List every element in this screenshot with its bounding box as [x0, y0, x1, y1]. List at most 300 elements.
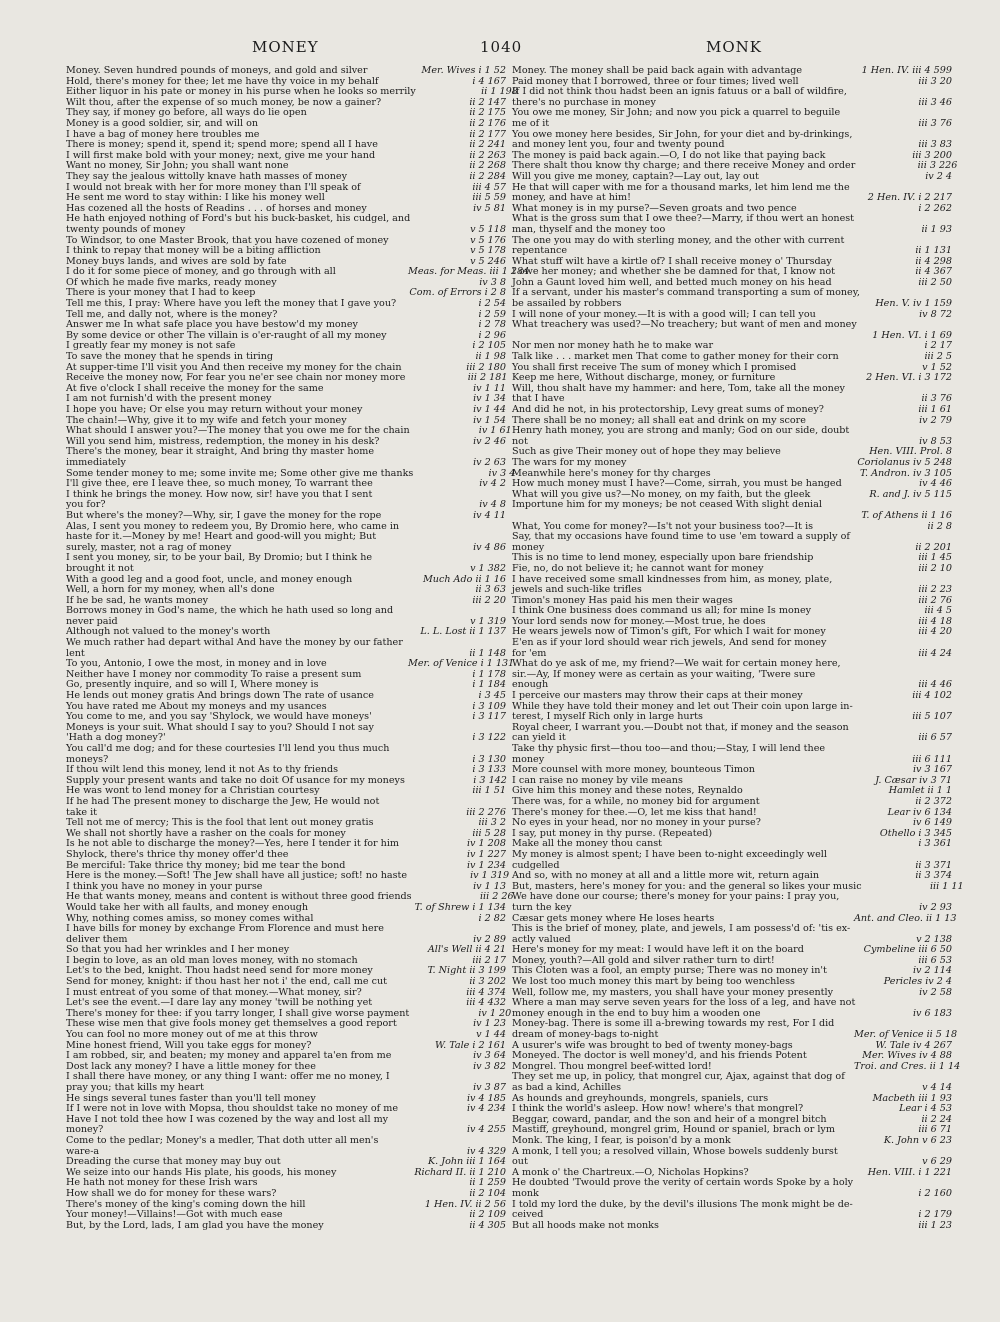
entry-text: immediately [66, 456, 126, 468]
entry-text: Your lord sends now for money.—Most true, he does [512, 615, 766, 627]
entry-text: I begin to love, as an old man loves money, with no stomach [66, 954, 358, 966]
entry-reference: iii 2 17 [472, 954, 506, 966]
entry-text: I hope you have; Or else you may return without your money [66, 404, 363, 415]
entry-text: cudgelled [512, 859, 560, 871]
entry-text: monk [512, 1187, 539, 1199]
entry-reference: v 5 176 [470, 234, 506, 246]
entry-text: I shall there have money, or any thing I want: offer me no money, I [66, 1071, 390, 1083]
entry-reference: i 2 179 [918, 1209, 952, 1221]
entry-reference: ii 3 374 [915, 870, 952, 882]
entry-text: If I did not think thou hadst been an ignis fatuus or a ball of wildfire, [512, 86, 847, 98]
concordance-entry [66, 172, 506, 183]
entry-reference: iii 3 76 [918, 117, 952, 129]
entry-text: To you, Antonio, I owe the most, in money and in love [66, 658, 327, 670]
concordance-entry [66, 1115, 506, 1126]
entry-text: money [512, 753, 545, 765]
concordance-entry [512, 532, 952, 543]
entry-text: You owe me money, Sir John; and now you pick a quarrel to beguile [512, 107, 841, 119]
entry-reference: ii 2 176 [469, 117, 506, 129]
entry-text: He wears jewels now of Timon's gift, For which I wait for money [512, 626, 826, 638]
entry-reference: Hen. VIII. i 1 221 [867, 1166, 952, 1178]
entry-reference: iii 5 28 [472, 827, 506, 839]
entry-reference: Lear iv 6 134 [887, 806, 952, 818]
entry-text: Royal cheer, I warrant you.—Doubt not that, if money and the season [512, 721, 849, 733]
concordance-entry [512, 1178, 952, 1189]
entry-text: If a servant, under his master's command transporting a sum of money, [512, 287, 860, 299]
entry-text: There's the money, bear it straight, And bring thy master home [66, 446, 375, 458]
entry-text: Receive the money now, For fear you ne'er see chain nor money more [66, 372, 406, 384]
entry-text: There's money for thee: if you tarry longer, I shall give worse payment [66, 1007, 410, 1019]
entry-reference: iv 3 82 [473, 1060, 506, 1072]
entry-reference: i 1 178 [472, 668, 506, 680]
entry-text: By some device or other The villain is o'er-raught of all my money [66, 329, 387, 341]
entry-text: Timon's money Has paid his men their wages [512, 594, 733, 606]
entry-reference: v 1 382 [470, 562, 506, 574]
entry-text: Such as give Their money out of hope they may believe [512, 446, 781, 458]
entry-reference: iii 1 11 [929, 880, 964, 892]
entry-reference: iv 1 44 [473, 404, 506, 415]
concordance-entry [66, 564, 506, 575]
running-head-right: MONK [706, 38, 762, 56]
entry-reference: iv 1 11 [473, 382, 506, 394]
entry-text: for 'em [512, 647, 547, 659]
entry-text: What will you give us?—No money, on my faith, but the gleek [512, 488, 811, 500]
entry-reference: ii 2 201 [915, 541, 952, 553]
entry-reference: Meas. for Meas. iii 1 284 [408, 266, 530, 278]
entry-text: I perceive our masters may throw their caps at their money [512, 690, 803, 702]
entry-text: take it [66, 806, 98, 818]
entry-reference: R. and J. iv 5 115 [869, 488, 952, 500]
entry-text: money, and have at him! [512, 192, 631, 204]
entry-reference: iii 3 83 [918, 139, 952, 151]
entry-text: So that you had her wrinkles and I her money [66, 944, 290, 956]
entry-reference: iii 4 102 [912, 690, 952, 702]
entry-reference: iii 2 180 [466, 361, 506, 373]
entry-reference: ii 2 372 [915, 795, 952, 807]
entry-reference: i 2 17 [924, 340, 952, 352]
concordance-entry [512, 564, 952, 575]
entry-reference: iv 3 87 [473, 1082, 506, 1093]
concordance-entry [66, 638, 506, 649]
entry-reference: iv 3 4 [488, 467, 516, 479]
concordance-entry [66, 1136, 506, 1147]
entry-text: I will none of your money.—It is with a good will; I can tell you [512, 308, 816, 320]
entry-reference: Mer. Wives iv 4 88 [862, 1050, 952, 1062]
entry-text: Well, a horn for my money, when all's done [66, 584, 275, 596]
entry-text: He sings several tunes faster than you'll tell money [66, 1092, 316, 1104]
entry-text: He doubted 'Twould prove the verity of certain words Spoke by a holy [512, 1177, 854, 1189]
entry-text: We lost too much money this mart by being too wenchless [512, 976, 795, 988]
entry-reference: ii 4 305 [469, 1219, 506, 1231]
entry-text: Give him this money and these notes, Reynaldo [512, 785, 743, 797]
concordance-entry [66, 1221, 506, 1232]
entry-text: be assailed by robbers [512, 298, 622, 310]
entry-reference: i 3 122 [472, 732, 506, 744]
concordance-entry [512, 225, 952, 236]
entry-text: ceived [512, 1209, 544, 1221]
entry-reference [854, 744, 952, 755]
entry-reference [408, 797, 506, 808]
entry-text: there's no purchase in money [512, 96, 656, 108]
concordance-entry [66, 511, 506, 522]
entry-reference: 1 Hen. IV. ii 2 56 [424, 1198, 506, 1210]
entry-text: You come to me, and you say 'Shylock, we would have moneys' [66, 711, 372, 723]
entry-text: not [512, 435, 528, 447]
entry-reference: ii 2 147 [469, 96, 506, 108]
concordance-entry [66, 850, 506, 861]
entry-text: Where a man may serve seven years for the loss of a leg, and have not [512, 997, 856, 1009]
entry-reference: L. L. Lost ii 1 137 [420, 626, 506, 638]
entry-text: If he had The present money to discharge the Jew, He would not [66, 795, 380, 807]
entry-text: Some tender money to me; some invite me; Some other give me thanks [66, 467, 414, 479]
entry-text: I say, put money in thy purse. (Repeated) [512, 827, 713, 839]
entry-text: Your money!—Villains!—Got with much ease [66, 1209, 283, 1221]
entry-reference: Cymbeline iii 6 50 [863, 944, 952, 956]
concordance-entry [512, 924, 952, 935]
concordance-entry [512, 903, 952, 914]
concordance-entry [512, 458, 952, 469]
entry-reference: i 2 82 [478, 912, 506, 924]
entry-text: I think the world's asleep. How now! where's that mongrel? [512, 1103, 804, 1115]
entry-text: Importune him for my moneys; be not ceased With slight denial [512, 499, 822, 511]
entry-text: Beggar, coward, pandar, and the son and heir of a mongrel bitch [512, 1113, 827, 1125]
entry-reference: i 2 54 [478, 298, 506, 310]
entry-text: There shall be no money; all shall eat and drink on my score [512, 414, 806, 426]
entry-reference: ii 2 109 [469, 1209, 506, 1221]
entry-reference: ii 1 259 [469, 1177, 506, 1189]
entry-reference: 1 Hen. IV. iii 4 599 [861, 65, 952, 76]
entry-reference: Hamlet ii 1 1 [888, 785, 952, 797]
entry-text: There's money of the king's coming down the hill [66, 1198, 306, 1210]
entry-reference: iv 4 86 [473, 541, 506, 553]
entry-reference: iii 2 181 [467, 372, 508, 384]
entry-reference: iv 8 72 [919, 308, 952, 320]
entry-text: Mine honest friend, Will you take eggs for money? [66, 1039, 312, 1051]
entry-text: To Windsor, to one Master Brook, that you have cozened of money [66, 234, 389, 246]
entry-text: At five o'clock I shall receive the money for the same [66, 382, 324, 394]
entry-reference: Hen. VIII. Prol. 8 [869, 446, 952, 458]
entry-reference: ii 2 104 [469, 1187, 506, 1199]
entry-reference: iii 3 20 [918, 75, 952, 87]
entry-reference: ii 3 76 [921, 393, 952, 405]
entry-text: twenty pounds of money [66, 223, 186, 235]
entry-reference: i 3 130 [472, 753, 506, 765]
entry-reference: iv 2 79 [919, 414, 952, 426]
entry-text: haste for it.—Money by me! Heart and good-will you might; But [66, 531, 377, 543]
entry-reference: ii 4 367 [915, 266, 952, 278]
entry-reference: iv 4 185 [466, 1092, 506, 1104]
entry-text: Send for money, knight: if thou hast her not i' the end, call me cut [66, 976, 387, 988]
entry-reference: Com. of Errors i 2 8 [409, 287, 506, 299]
entry-reference: v 5 246 [470, 255, 506, 267]
entry-reference: iii 4 18 [918, 615, 952, 627]
entry-reference: iv 2 58 [919, 986, 952, 998]
entry-text: And did he not, in his protectorship, Levy great sums of money? [512, 404, 824, 415]
entry-reference: T. Andron. iv 3 105 [860, 467, 952, 479]
entry-reference: W. Tale iv 4 267 [875, 1039, 952, 1051]
entry-reference: iii 2 50 [918, 276, 952, 288]
entry-reference: iii 4 5 [924, 605, 952, 617]
entry-reference: iv 1 13 [473, 880, 506, 892]
entry-reference [854, 659, 952, 670]
entry-text: Tell me, and dally not, where is the money? [66, 308, 278, 320]
entry-reference: ii 3 63 [475, 584, 506, 596]
entry-text: What should I answer you?—The money that you owe me for the chain [66, 425, 410, 437]
entry-text: He that will caper with me for a thousand marks, let him lend me the [512, 181, 850, 193]
entry-reference: Othello i 3 345 [879, 827, 952, 839]
entry-reference: i 3 109 [472, 700, 506, 712]
entry-reference: iii 3 200 [912, 149, 952, 161]
entry-text: I have bills for money by exchange From Florence and must here [66, 923, 384, 935]
entry-text: I owe her money; and whether she be damned for that, I know not [512, 266, 836, 278]
entry-text: To save the money that he spends in tiring [66, 351, 274, 363]
concordance-entry [512, 1189, 952, 1200]
entry-reference: iv 2 114 [912, 965, 952, 977]
entry-text: They say, if money go before, all ways do lie open [66, 107, 307, 119]
concordance-entry [66, 1083, 506, 1094]
entry-reference: All's Well ii 4 21 [427, 944, 506, 956]
entry-text: How much money must I have?—Come, sirrah, you must be hanged [512, 478, 842, 490]
entry-text: He was wont to lend money for a Christian courtesy [66, 785, 320, 797]
entry-text: Money is a good soldier, sir, and will on [66, 117, 259, 129]
entry-reference: iii 1 45 [918, 552, 952, 564]
concordance-entry [512, 172, 952, 183]
entry-text: Answer me In what safe place you have bestow'd my money [66, 319, 358, 331]
entry-text: Shylock, there's thrice thy money offer'd thee [66, 848, 289, 860]
entry-text: I am not furnish'd with the present money [66, 393, 272, 405]
entry-text: Mastiff, greyhound, mongrel grim, Hound or spaniel, brach or lym [512, 1124, 835, 1136]
entry-reference: iii 2 23 [918, 584, 952, 596]
entry-reference: ii 1 131 [915, 245, 952, 257]
entry-text: While they have told their money and let out Their coin upon large in- [512, 700, 853, 712]
concordance-entry [512, 723, 952, 734]
entry-reference: iv 1 54 [473, 414, 506, 426]
entry-text: money [512, 541, 545, 553]
entry-text: Of which he made five marks, ready money [66, 276, 277, 288]
entry-text: Henry hath money, you are strong and manly; God on our side, doubt [512, 425, 850, 437]
entry-text: I greatly fear my money is not safe [66, 340, 236, 352]
entry-reference: i 4 167 [472, 75, 506, 87]
concordance-entry [512, 744, 952, 755]
concordance-entry [512, 108, 952, 119]
entry-reference: ii 2 175 [469, 107, 506, 119]
entry-reference: iii 4 374 [466, 986, 506, 998]
entry-reference: iii 2 76 [918, 594, 952, 606]
entry-text: money enough in the end to buy him a wooden one [512, 1007, 761, 1019]
entry-text: I think One business does command us all; for mine Is money [512, 605, 812, 617]
entry-reference: v 2 138 [916, 933, 952, 945]
entry-text: At supper-time I'll visit you And then receive my money for the chain [66, 361, 402, 373]
entry-reference: Hen. V. iv 1 159 [875, 298, 952, 310]
concordance-entry [512, 66, 952, 77]
entry-text: What treachery was used?—No treachery; but want of men and money [512, 319, 857, 331]
entry-text [512, 511, 850, 522]
entry-reference: i 3 361 [918, 838, 952, 850]
entry-text: Talk like . . . market men That come to gather money for their corn [512, 351, 839, 363]
entry-reference: iv 2 93 [919, 901, 952, 913]
entry-text: E'en as if your lord should wear rich jewels, And send for money [512, 637, 827, 649]
entry-text: deliver them [66, 933, 128, 945]
entry-reference: iv 4 11 [473, 509, 506, 521]
concordance-entry [66, 797, 506, 808]
entry-reference: Lear i 4 53 [899, 1103, 952, 1115]
entry-text: But where's the money?—Why, sir, I gave the money for the rope [66, 509, 382, 521]
entry-text: I have a bag of money here troubles me [66, 128, 260, 140]
entry-reference: ii 1 148 [469, 647, 506, 659]
entry-text: never paid [66, 615, 118, 627]
entry-reference: v 1 44 [476, 1029, 506, 1041]
entry-reference: iii 2 10 [918, 562, 952, 574]
entry-text: brought it not [66, 562, 134, 574]
entry-text: What is the gross sum that I owe thee?—Marry, if thou wert an honest [512, 213, 855, 225]
entry-reference: J. Cæsar iv 3 71 [875, 774, 952, 786]
entry-reference: iii 4 57 [472, 181, 506, 193]
entry-text: Be merciful: Take thrice thy money; bid me tear the bond [66, 859, 346, 871]
entry-reference: ii 2 268 [469, 160, 506, 172]
concordance-entry [512, 236, 952, 247]
entry-text: I think you have no money in your purse [66, 880, 263, 892]
entry-text: surely, master, not a rag of money [66, 541, 232, 553]
entry-text: moneys? [66, 753, 109, 765]
entry-reference: iv 1 61 [478, 425, 512, 437]
entry-reference: Richard II. ii 1 210 [414, 1166, 506, 1178]
entry-text: I must entreat of you some of that money.—What money, sir? [66, 986, 362, 998]
entry-reference: iii 4 24 [918, 647, 952, 659]
entry-reference: iii 2 20 [472, 594, 506, 606]
entry-reference: i 3 133 [472, 764, 506, 776]
entry-reference: T. Night ii 3 199 [427, 965, 506, 977]
entry-text: Mongrel. Thou mongrel beef-witted lord! [512, 1060, 712, 1072]
entry-reference: iv 1 234 [466, 859, 506, 871]
entry-text: actly valued [512, 933, 571, 945]
entry-text: Fie, no, do not believe it; he cannot want for money [512, 562, 764, 574]
entry-reference: iv 1 23 [473, 1018, 506, 1030]
concordance-entry [512, 511, 952, 522]
entry-text: Tell me this, I pray: Where have you left the money that I gave you? [66, 298, 397, 310]
entry-text: I do it for some piece of money, and go through with all [66, 266, 336, 278]
entry-reference: iv 2 4 [925, 170, 952, 182]
entry-text: can yield it [512, 732, 566, 744]
entry-reference: ii 2 263 [469, 149, 506, 161]
entry-text: There is your money that I had to keep [66, 287, 256, 299]
entry-text: He that wants money, means and content is without three good friends [66, 891, 412, 903]
entry-reference: iv 4 46 [919, 478, 952, 490]
entry-text: you for? [66, 499, 106, 511]
concordance-entry [512, 426, 952, 437]
concordance-entry [512, 384, 952, 395]
concordance-entry [66, 405, 506, 416]
entry-text: Alas, I sent you money to redeem you, By Dromio here, who came in [66, 520, 400, 532]
entry-text: 'Hath a dog money?' [66, 732, 166, 744]
concordance-entry [512, 1136, 952, 1147]
entry-text: We shall not shortly have a rasher on the coals for money [66, 827, 346, 839]
entry-text: I can raise no money by vile means [512, 774, 683, 786]
entry-reference: ii 1 98 [475, 351, 506, 363]
entry-text: Neither have I money nor commodity To raise a present sum [66, 668, 362, 680]
concordance-entry [512, 670, 952, 681]
entry-reference: v 5 178 [470, 245, 506, 257]
concordance-entry [66, 744, 506, 755]
entry-reference: iii 6 57 [918, 732, 952, 744]
entry-reference: iii 1 61 [918, 404, 952, 415]
entry-text: Money. Seven hundred pounds of moneys, and gold and silver [66, 65, 368, 76]
concordance-entry [512, 119, 952, 130]
entry-text: Want no money, Sir John; you shall want none [66, 160, 289, 172]
concordance-entry [512, 892, 952, 903]
entry-text: There shalt thou know thy charge; and there receive Money and order [512, 160, 856, 172]
running-head-left: MONEY [252, 38, 319, 56]
entry-text: You can fool no more money out of me at this throw [66, 1029, 318, 1041]
entry-text: And so, with no money at all and a little more wit, return again [512, 870, 820, 882]
entry-text: What money is in my purse?—Seven groats and two pence [512, 202, 797, 214]
concordance-entry [512, 405, 952, 416]
entry-text: Make all the money thou canst [512, 838, 663, 850]
entry-text: Will, thou shalt have my hammer: and here, Tom, take all the money [512, 382, 845, 394]
entry-text: Here's money for my meat: I would have left it on the board [512, 944, 804, 956]
entry-text: My money is almost spent; I have been to-night exceedingly well [512, 848, 827, 860]
entry-reference: v 6 29 [922, 1156, 952, 1168]
entry-text: man, thyself and the money too [512, 223, 666, 235]
entry-reference: iii 2 276 [466, 806, 506, 818]
entry-reference: 2 Hen. IV. i 2 217 [867, 192, 952, 204]
entry-reference: iv 1 227 [466, 848, 506, 860]
entry-text: There was, for a while, no money bid for argument [512, 795, 760, 807]
entry-reference: ii 2 24 [921, 1113, 952, 1125]
entry-text: We have done our course; there's money for your pains: I pray you, [512, 891, 840, 903]
entry-reference: iv 3 167 [912, 764, 952, 776]
entry-text: If I were not in love with Mopsa, thou shouldst take no money of me [66, 1103, 399, 1115]
entry-text: This is the brief of money, plate, and jewels, I am possess'd of: 'tis ex- [512, 923, 851, 935]
entry-text: A usurer's wife was brought to bed of twenty money-bags [512, 1039, 793, 1051]
entry-text: Why, nothing comes amiss, so money comes withal [66, 912, 314, 924]
entry-text: He hath enjoyed nothing of Ford's but his buck-basket, his cudgel, and [66, 213, 411, 225]
entry-text: pray you; that kills my heart [66, 1082, 204, 1093]
entry-reference [854, 850, 952, 861]
entry-reference: i 3 142 [473, 774, 507, 786]
entry-text: If he be sad, he wants money [66, 594, 209, 606]
concordance-entry [512, 1147, 952, 1158]
entry-reference: ii 2 8 [927, 520, 952, 532]
entry-text: With a good leg and a good foot, uncle, and money enough [66, 573, 353, 585]
concordance-entry [512, 850, 952, 861]
entry-reference: Troi. and Cres. ii 1 14 [854, 1060, 961, 1072]
entry-text: You call'd me dog; and for these courtesies I'll lend you thus much [66, 743, 390, 754]
entry-text: enough [512, 679, 549, 691]
entry-text: out [512, 1156, 528, 1168]
entry-reference: iv 6 149 [912, 817, 952, 829]
entry-reference: ii 1 93 [921, 223, 952, 235]
entry-text: They set me up, in policy, that mongrel cur, Ajax, against that dog of [512, 1071, 845, 1083]
concordance-entry [512, 1221, 952, 1232]
entry-text: Hold, there's money for thee; let me have thy voice in my behalf [66, 75, 379, 87]
entry-text: We seize into our hands His plate, his goods, his money [66, 1166, 337, 1178]
entry-text: Borrows money in God's name, the which he hath used so long and [66, 605, 394, 617]
entry-reference: iii 3 46 [918, 96, 952, 108]
entry-reference: i 1 184 [472, 679, 506, 691]
entry-text: that I have [512, 393, 565, 405]
entry-reference: i 3 117 [472, 711, 506, 723]
entry-reference: iv 1 34 [473, 393, 506, 405]
entry-text: No eyes in your head, nor no money in your purse? [512, 817, 761, 829]
entry-reference: K. John v 6 23 [883, 1134, 952, 1146]
entry-reference: i 2 105 [472, 340, 506, 352]
entry-reference: Coriolanus iv 5 248 [857, 456, 952, 468]
entry-reference [408, 522, 506, 533]
concordance-entry [66, 606, 506, 617]
entry-reference: iii 3 2 [478, 817, 506, 829]
entry-text: Come to the pedlar; Money's a medler, That doth utter all men's [66, 1134, 379, 1146]
entry-text: But all hoods make not monks [512, 1219, 659, 1231]
